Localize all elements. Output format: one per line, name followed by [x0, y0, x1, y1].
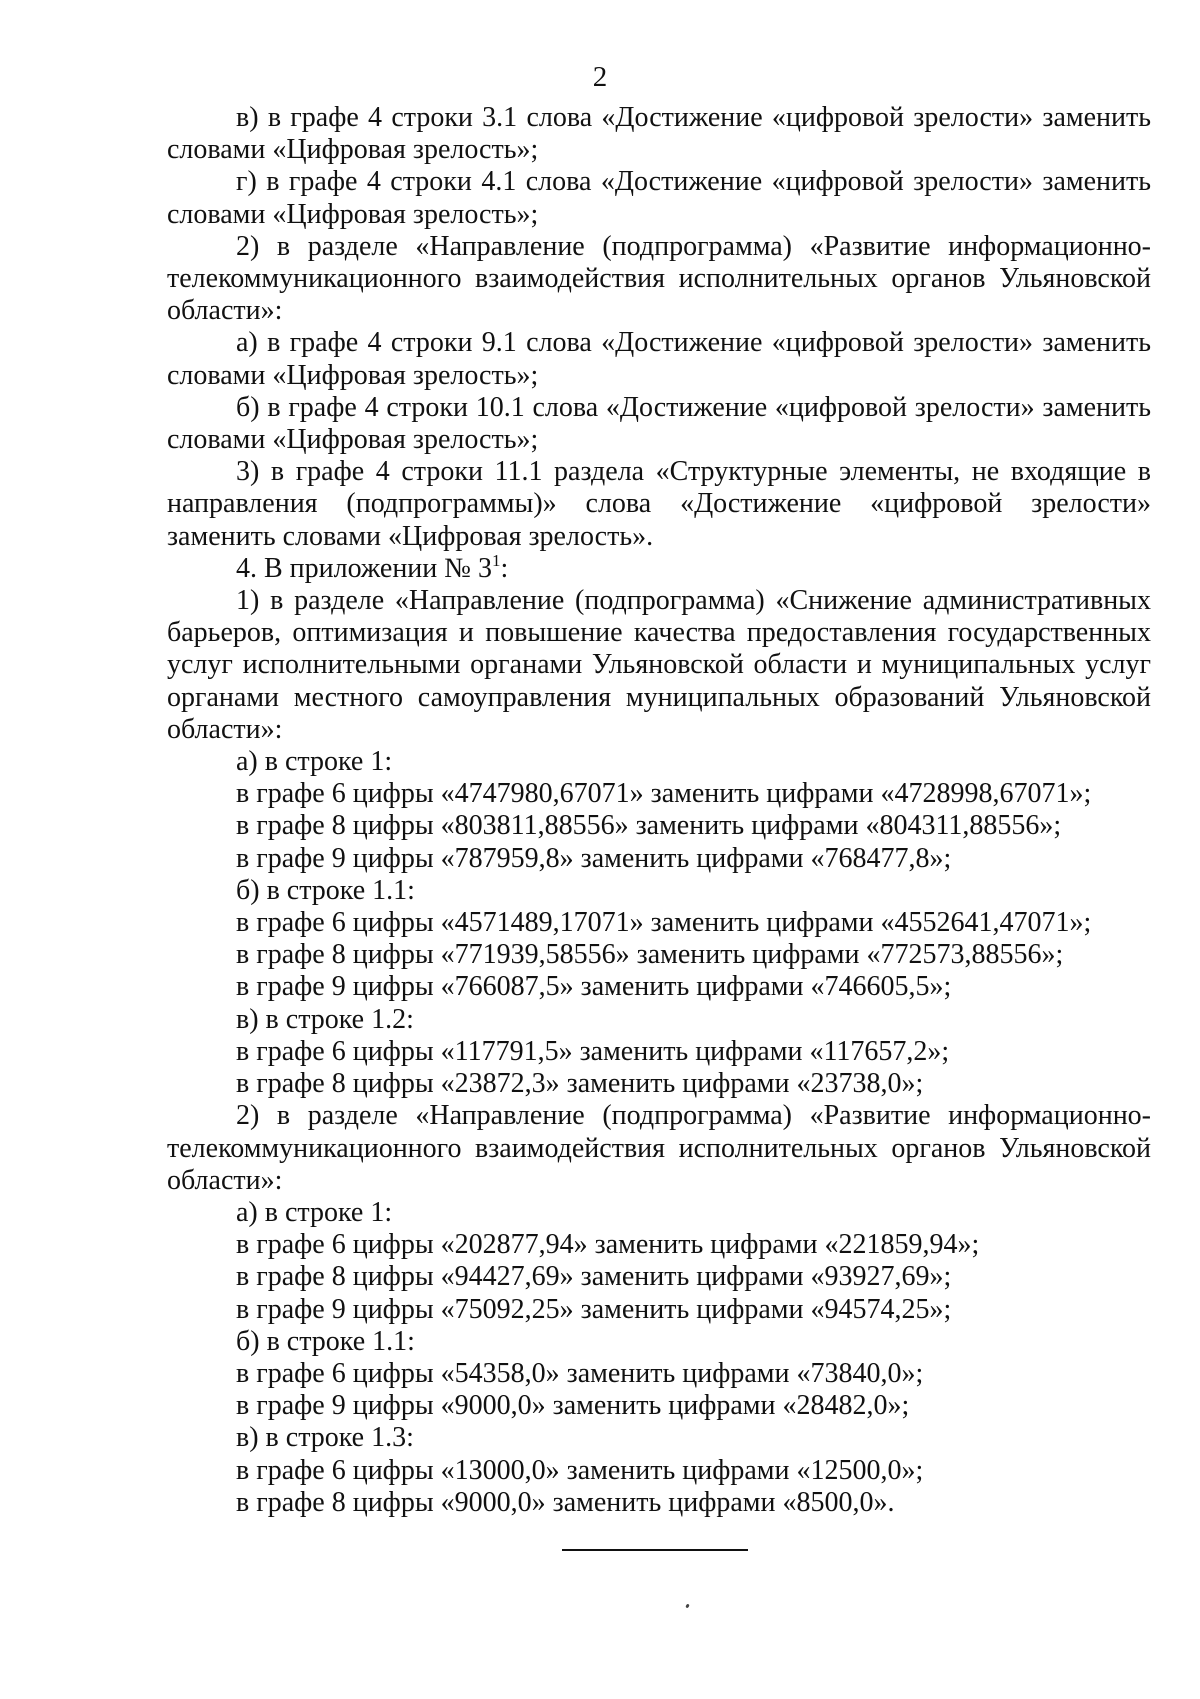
list-item: в графе 6 цифры «117791,5» заменить цифрами «117657,2»;: [236, 1035, 950, 1067]
list-item: в графе 6 цифры «4571489,17071» заменить цифрами «4552641,47071»;: [236, 907, 1092, 939]
list-item: в) в строке 1.3:: [236, 1422, 414, 1454]
list-item: в графе 8 цифры «23872,3» заменить цифрами «23738,0»;: [236, 1068, 924, 1100]
paragraph-11-1-change: 3) в графе 4 строки 11.1 раздела «Структурные элементы, не входящие в направления (подпрограммы)» слова «Достижение «цифровой зрелости» заменить словами «Цифровая зрелость».: [167, 456, 1151, 552]
scan-artifact-mark: [685, 1604, 690, 1609]
list-item: б) в строке 1.1:: [236, 1325, 415, 1357]
list-item: а) в строке 1:: [236, 1196, 393, 1228]
appendix-superscript: 1: [492, 550, 501, 570]
list-item: в графе 6 цифры «13000,0» заменить цифрами «12500,0»;: [236, 1454, 924, 1486]
list-item: б) в строке 1.1:: [236, 874, 415, 906]
document-body: [167, 102, 1151, 1519]
list-item: в графе 6 цифры «202877,94» заменить цифрами «221859,94»;: [236, 1229, 980, 1261]
list-item: в графе 8 цифры «803811,88556» заменить цифрами «804311,88556»;: [236, 810, 1062, 842]
list-item: в графе 6 цифры «4747980,67071» заменить цифрами «4728998,67071»;: [236, 778, 1092, 810]
list-item: в) в строке 1.2:: [236, 1003, 414, 1035]
appendix-heading-colon: :: [500, 552, 509, 584]
list-item: в графе 6 цифры «54358,0» заменить цифрами «73840,0»;: [236, 1357, 924, 1389]
list-item: в графе 8 цифры «9000,0» заменить цифрами «8500,0».: [236, 1486, 895, 1518]
end-of-text-rule: [562, 1549, 748, 1551]
paragraph-appendix-heading: [167, 550, 1151, 585]
list-item: в графе 8 цифры «771939,58556» заменить цифрами «772573,88556»;: [236, 939, 1064, 971]
list-item: а) в строке 1:: [236, 746, 393, 778]
list-item: в графе 9 цифры «9000,0» заменить цифрами «28482,0»;: [236, 1390, 910, 1422]
list-item: в графе 9 цифры «766087,5» заменить цифрами «746605,5»;: [236, 971, 952, 1003]
list-item: в графе 9 цифры «75092,25» заменить цифрами «94574,25»;: [236, 1293, 952, 1325]
paragraph-3-1-change: в) в графе 4 строки 3.1 слова «Достижение «цифровой зрелости» заменить словами «Цифровая зрелость»;: [167, 102, 1151, 166]
paragraph-9-1-change: а) в графе 4 строки 9.1 слова «Достижение «цифровой зрелости» заменить словами «Цифровая зрелость»;: [167, 327, 1151, 391]
paragraph-section-admin-barriers: 1) в разделе «Направление (подпрограмма) «Снижение административных барьеров, оптимизация и повышение качества предоставления государственных услуг исполнительными органами Ульяновской области и муниципальных услуг органами местного самоуправления муниципальных образований Ульяновской области»:: [167, 585, 1151, 745]
list-item: в графе 8 цифры «94427,69» заменить цифрами «93927,69»;: [236, 1261, 952, 1293]
paragraph-section-ict: 2) в разделе «Направление (подпрограмма) «Развитие информационно-телекоммуникационного взаимодействия исполнительных органов Ульяновской области»:: [167, 230, 1151, 327]
paragraph-4-1-change: г) в графе 4 строки 4.1 слова «Достижение «цифровой зрелости» заменить словами «Цифровая зрелость»;: [167, 166, 1151, 230]
list-item: в графе 9 цифры «787959,8» заменить цифрами «768477,8»;: [236, 842, 952, 874]
page-number: 2: [592, 61, 608, 93]
paragraph-section-ict-2: 2) в разделе «Направление (подпрограмма) «Развитие информационно-телекоммуникационного взаимодействия исполнительных органов Ульяновской области»:: [167, 1100, 1151, 1196]
paragraph-10-1-change: б) в графе 4 строки 10.1 слова «Достижение «цифровой зрелости» заменить словами «Цифровая зрелость»;: [167, 391, 1151, 456]
appendix-heading-text: 4. В приложении № 3: [236, 552, 492, 584]
